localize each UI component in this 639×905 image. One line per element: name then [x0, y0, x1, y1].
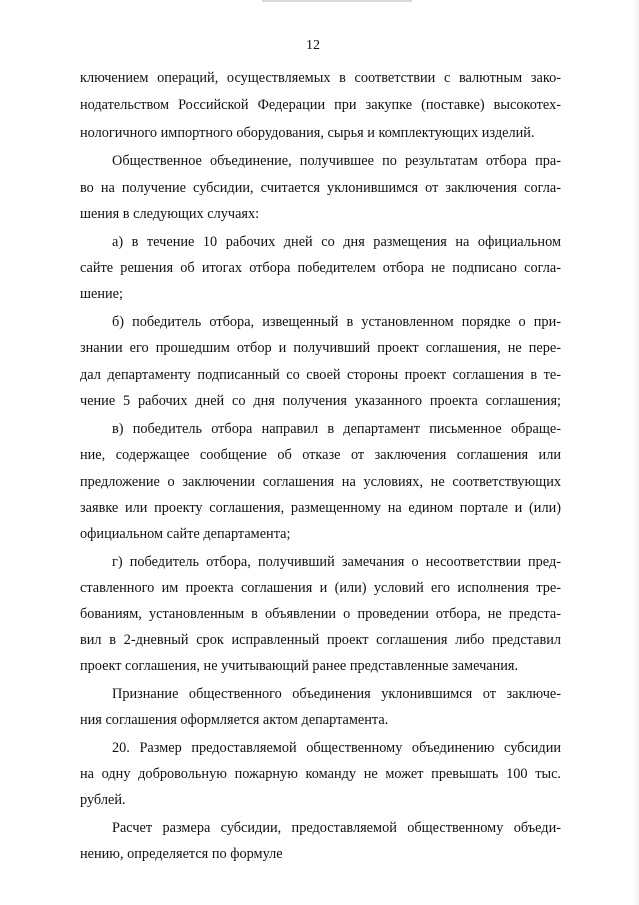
scan-edge-top [262, 0, 412, 2]
text-line: Расчет размера субсидии, предоставляемой общественному объеди- [112, 820, 561, 836]
text-line: нологичного импортного оборудования, сырья и комплектующих изделий. [80, 125, 535, 141]
text-line: ния соглашения оформляется актом департамента. [80, 712, 389, 728]
text-line: чение 5 рабочих дней со дня получения указанного проекта соглашения; [80, 393, 561, 409]
page-number: 12 [306, 38, 320, 53]
scan-edge-right [632, 0, 639, 905]
text-line: на одну добровольную пожарную команду не может превышать 100 тыс. [80, 766, 561, 782]
text-line: рублей. [80, 792, 126, 808]
text-line: в) победитель отбора направил в департамент письменное обраще- [112, 421, 561, 437]
text-line: ставленного им проекта соглашения и (или) условий его исполнения тре- [80, 580, 561, 596]
text-line: заявке или проекту соглашения, размещенному на едином портале и (или) [80, 500, 561, 516]
text-line: Признание общественного объединения уклонившимся от заключе- [112, 686, 561, 702]
text-line: сайте решения об итогах отбора победителем отбора не подписано согла- [80, 260, 561, 276]
text-line: нодательством Российской Федерации при закупке (поставке) высокотех- [80, 97, 561, 113]
text-line: 20. Размер предоставляемой общественному объединению субсидии [112, 740, 561, 756]
text-line: бованиям, установленным в объявлении о проведении отбора, не предста- [80, 606, 561, 622]
text-line: предложение о заключении соглашения на условиях, не соответствующих [80, 474, 561, 490]
text-line: Общественное объединение, получившее по результатам отбора пра- [112, 153, 561, 169]
text-line: знании его прошедшим отбор и получивший проект соглашения, не пере- [80, 340, 561, 356]
text-line: вил в 2-дневный срок исправленный проект соглашения либо представил [80, 632, 561, 648]
text-line: шения в следующих случаях: [80, 206, 260, 222]
text-line: во на получение субсидии, считается уклонившимся от заключения согла- [80, 180, 561, 196]
text-line: дал департаменту подписанный со своей стороны проект соглашения в те- [80, 367, 561, 383]
text-line: г) победитель отбора, получивший замечания о несоответствии пред- [112, 554, 561, 570]
text-line: ние, содержащее сообщение об отказе от заключения соглашения или [80, 447, 561, 463]
text-line: официальном сайте департамента; [80, 526, 291, 542]
text-line: нению, определяется по формуле [80, 846, 283, 862]
text-line: ключением операций, осуществляемых в соответствии с валютным зако- [80, 70, 561, 86]
text-line: б) победитель отбора, извещенный в установленном порядке о при- [112, 314, 561, 330]
text-line: а) в течение 10 рабочих дней со дня размещения на официальном [112, 234, 561, 250]
text-line: шение; [80, 286, 123, 302]
text-line: проект соглашения, не учитывающий ранее представленные замечания. [80, 658, 519, 674]
